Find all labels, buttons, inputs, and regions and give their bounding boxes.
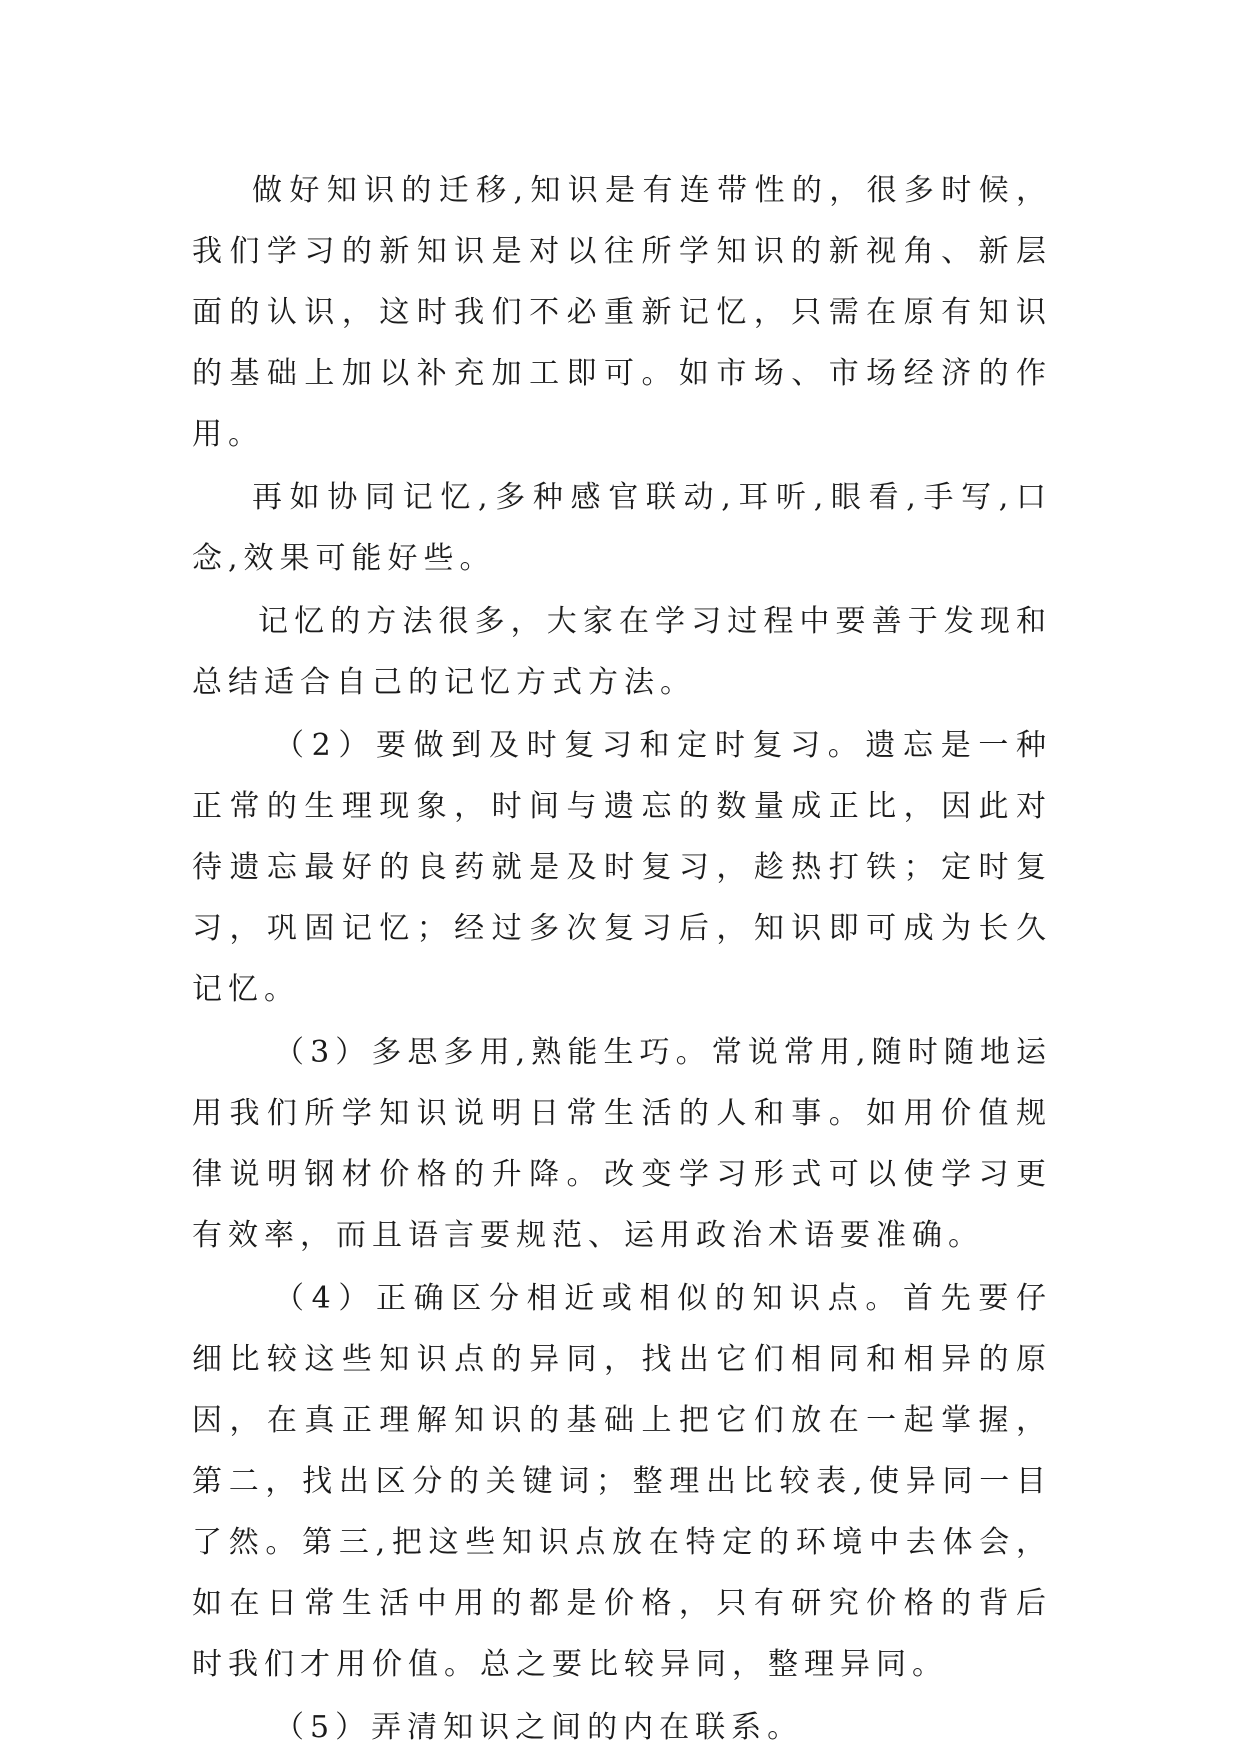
paragraph-item-3-practice: （3）多思多用,熟能生巧。常说常用,随时随地运用我们所学知识说明日常生活的人和事。如用价值规律说明钢材价格的升降。改变学习形式可以使学习更有效率，而且语言要规范、运用政治术语要准确。	[192, 1035, 1052, 1253]
paragraph-collaborative-memory: 再如协同记忆,多种感官联动,耳听,眼看,手写,口念,效果可能好些。	[192, 480, 1052, 576]
paragraph-knowledge-transfer: 做好知识的迁移,知识是有连带性的，很多时候，我们学习的新知识是对以往所学知识的新视角、新层面的认识，这时我们不必重新记忆，只需在原有知识的基础上加以补充加工即可。如市场、市场经济的作用。	[192, 173, 1052, 452]
paragraph-memory-methods: 记忆的方法很多，大家在学习过程中要善于发现和总结适合自己的记忆方式方法。	[192, 604, 1052, 700]
paragraph-item-2-review: （2）要做到及时复习和定时复习。遗忘是一种正常的生理现象，时间与遗忘的数量成正比，因此对待遗忘最好的良药就是及时复习，趁热打铁；定时复习，巩固记忆；经过多次复习后，知识即可成为长久记忆。	[192, 728, 1052, 1007]
paragraph-item-5-connections: （5）弄清知识之间的内在联系。	[274, 1710, 804, 1745]
document-body	[192, 160, 1052, 1758]
paragraph-item-4-distinguish: （4）正确区分相近或相似的知识点。首先要仔细比较这些知识点的异同，找出它们相同和相异的原因，在真正理解知识的基础上把它们放在一起掌握，第二，找出区分的关键词；整理出比较表,使异同一目了然。第三,把这些知识点放在特定的环境中去体会，如在日常生活中用的都是价格，只有研究价格的背后时我们才用价值。总之要比较异同，整理异同。	[192, 1281, 1052, 1682]
